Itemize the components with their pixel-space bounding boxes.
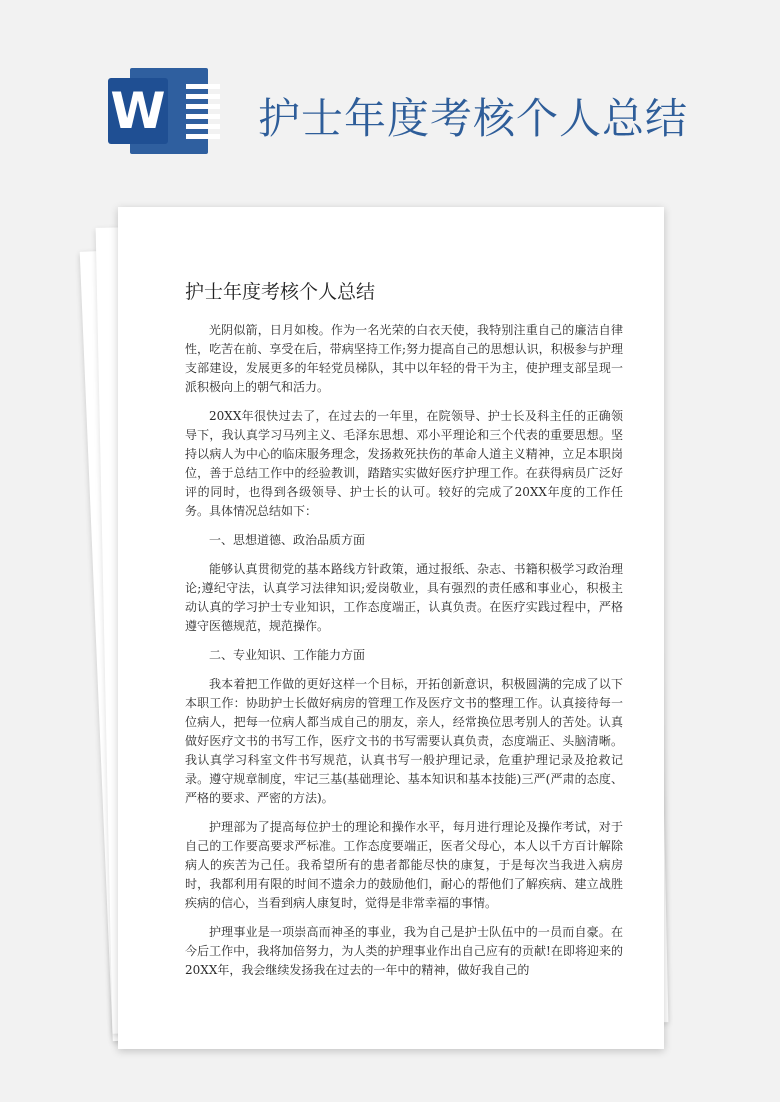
- section-heading-skills: 二、专业知识、工作能力方面: [209, 648, 366, 662]
- paragraph-ethics: 能够认真贯彻党的基本路线方针政策，通过报纸、杂志、书籍积极学习政治理论;遵纪守法，认真学习法律知识;爱岗敬业，具有强烈的责任感和事业心，积极主动认真的学习护士专业知识，工作态度端正，认真负责。在医疗实践过程中，严格遵守医德规范，规范操作。: [185, 562, 623, 633]
- word-logo-letter: W: [108, 78, 168, 144]
- document-body: [185, 321, 623, 990]
- paragraph-closing: 护理事业是一项崇高而神圣的事业，我为自己是护士队伍中的一员而自豪。在今后工作中，我将加倍努力，为人类的护理事业作出自己应有的贡献!在即将迎来的20XX年，我会继续发扬我在过去的一年中的精神，做好我自己的: [185, 925, 623, 977]
- document-title: 护士年度考核个人总结: [185, 281, 376, 303]
- paragraph-intro: 光阴似箭，日月如梭。作为一名光荣的白衣天使，我特别注重自己的廉洁自律性，吃苦在前、享受在后，带病坚持工作;努力提高自己的思想认识，积极参与护理支部建设，发展更多的年轻党员梯队，其中以年轻的骨干为主，使护理支部呈现一派积极向上的朝气和活力。: [185, 323, 623, 394]
- word-document-icon: [108, 68, 208, 154]
- banner-title: 护士年度考核个人总结: [258, 94, 689, 143]
- document-page: [118, 207, 664, 1049]
- header-banner: [0, 0, 780, 200]
- section-heading-ethics: 一、思想道德、政治品质方面: [209, 533, 366, 547]
- paragraph-year-summary: 20XX年很快过去了，在过去的一年里，在院领导、护士长及科主任的正确领导下，我认真学习马列主义、毛泽东思想、邓小平理论和三个代表的重要思想。坚持以病人为中心的临床服务理念，发扬救死扶伤的革命人道主义精神，立足本职岗位，善于总结工作中的经验教训，踏踏实实做好医疗护理工作。在获得病员广泛好评的同时，也得到各级领导、护士长的认可。较好的完成了20XX年度的工作任务。具体情况总结如下：: [185, 409, 623, 518]
- word-logo-lines: [186, 84, 220, 144]
- paragraph-skills: 我本着把工作做的更好这样一个目标，开拓创新意识，积极圆满的完成了以下本职工作：协助护士长做好病房的管理工作及医疗文书的整理工作。认真接待每一位病人，把每一位病人都当成自己的朋友，亲人，经常换位思考别人的苦处。认真做好医疗文书的书写工作，医疗文书的书写需要认真负责，态度端正、头脑清晰。我认真学习科室文件书写规范，认真书写一般护理记录，危重护理记录及抢救记录。遵守规章制度，牢记三基(基础理论、基本知识和基本技能)三严(严肃的态度、严格的要求、严密的方法)。: [185, 677, 623, 805]
- paragraph-training: 护理部为了提高每位护士的理论和操作水平，每月进行理论及操作考试，对于自己的工作要高要求严标准。工作态度要端正，医者父母心，本人以千方百计解除病人的疾苦为己任。我希望所有的患者都能尽快的康复，于是每次当我进入病房时，我都利用有限的时间不遗余力的鼓励他们，耐心的帮他们了解疾病、建立战胜疾病的信心，当看到病人康复时，觉得是非常幸福的事情。: [185, 820, 623, 910]
